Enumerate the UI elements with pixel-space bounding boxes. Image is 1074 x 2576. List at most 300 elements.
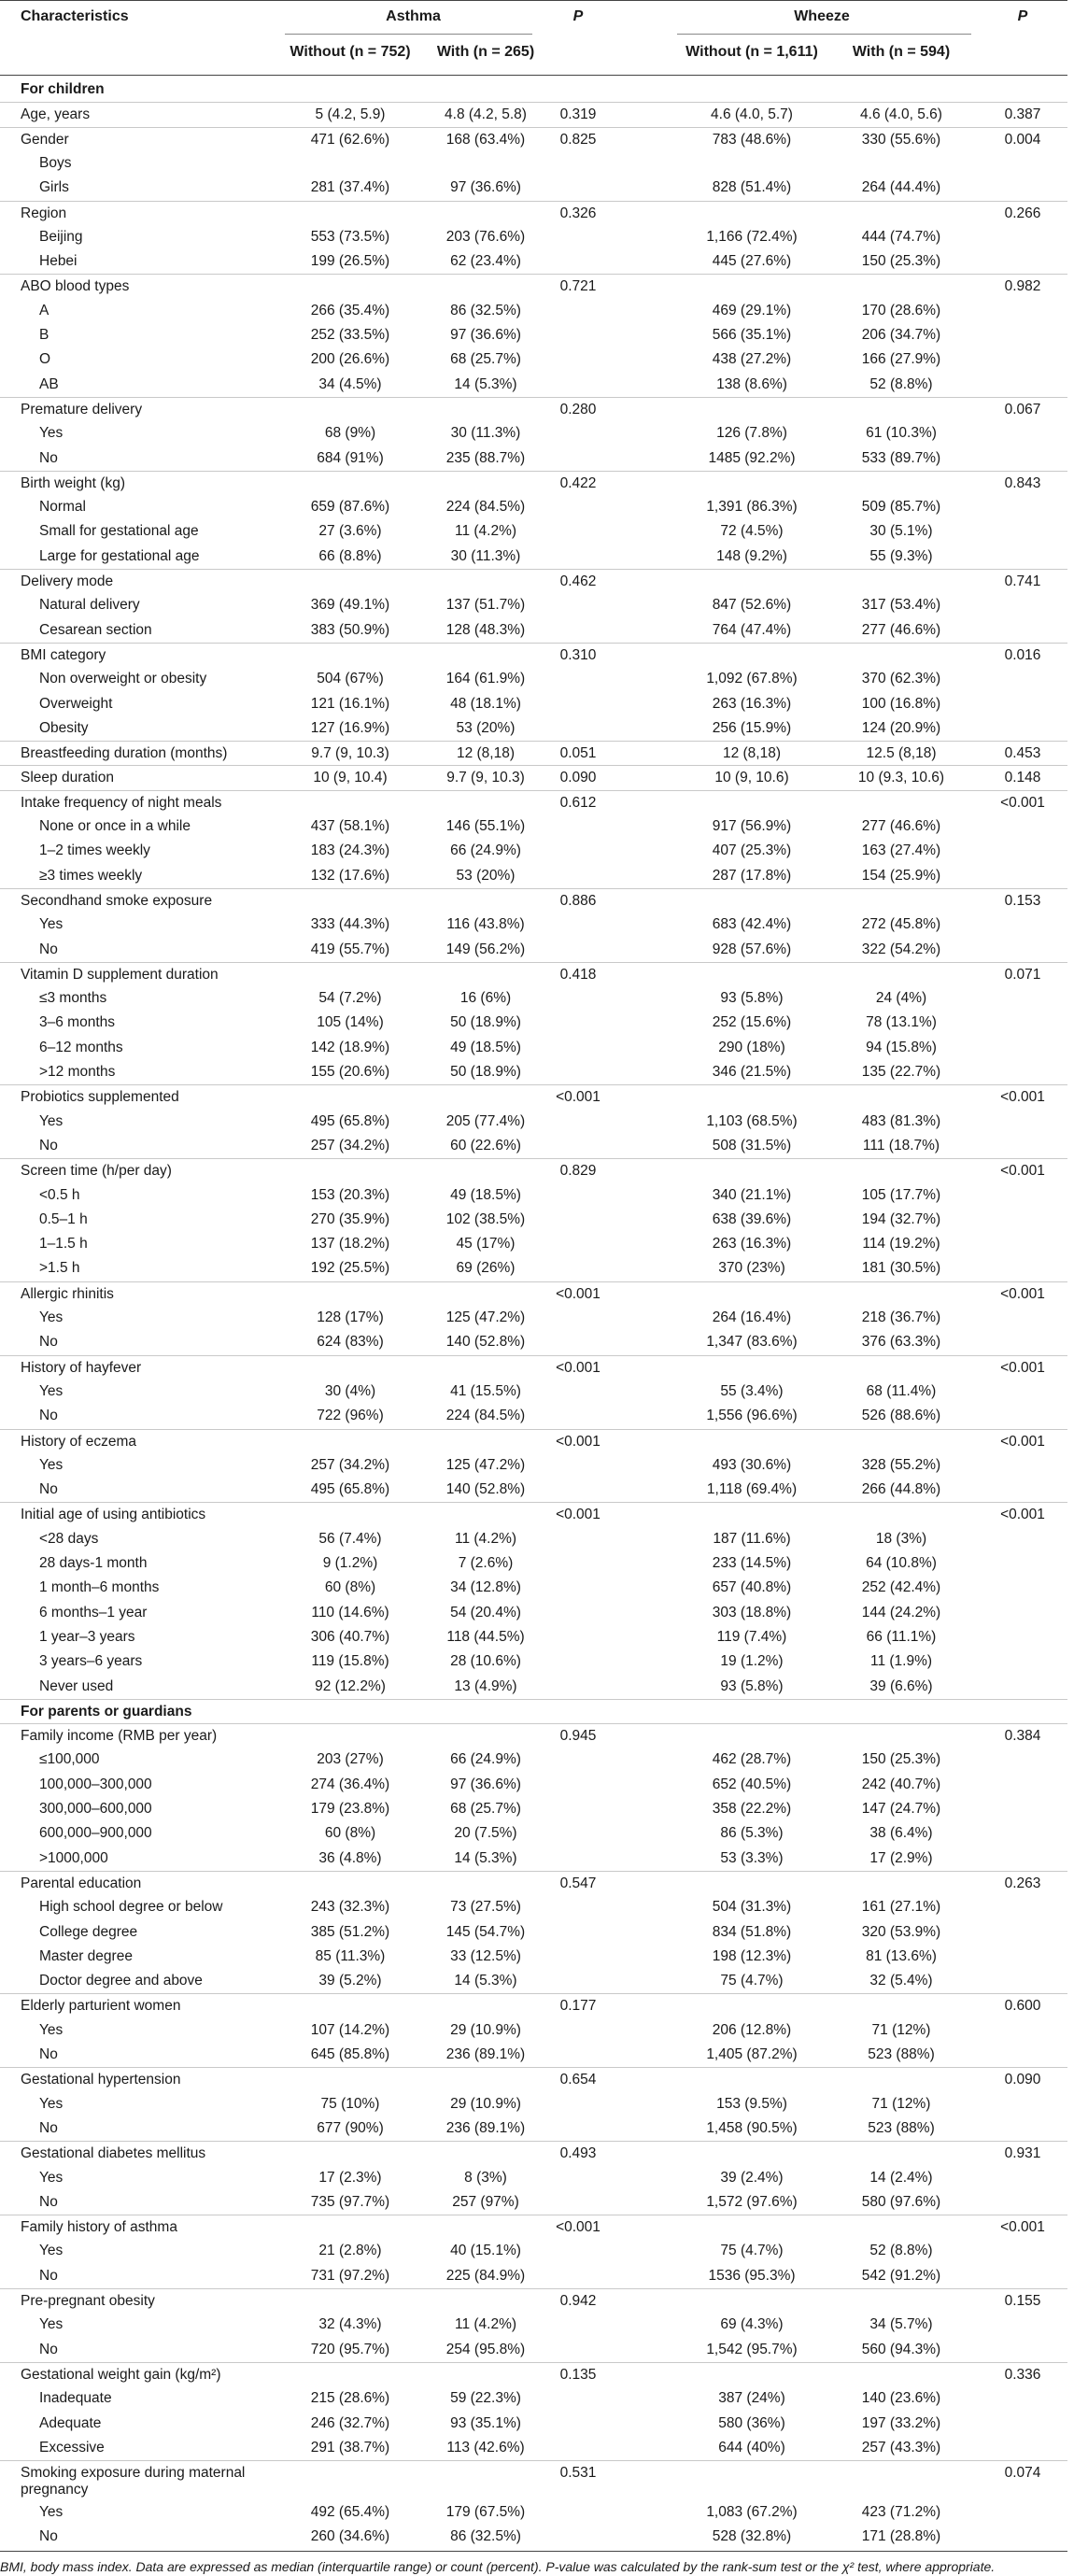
asthma-without-cell: 132 (17.6%) <box>310 867 390 884</box>
table-row <box>0 618 1067 643</box>
wheeze-with-cell: 218 (36.7%) <box>861 1309 941 1325</box>
wheeze-with-cell: 154 (25.9%) <box>861 867 941 884</box>
asthma-with-cell: 40 (15.1%) <box>450 2243 521 2259</box>
wheeze-p-value: 0.148 <box>1004 770 1041 786</box>
table-row <box>0 2500 1067 2525</box>
table-row <box>0 1183 1067 1208</box>
wheeze-with-cell: 322 (54.2%) <box>861 941 941 957</box>
asthma-with-cell: 53 (20%) <box>456 867 516 884</box>
wheeze-without-cell: 187 (11.6%) <box>713 1530 791 1547</box>
wheeze-without-cell: 19 (1.2%) <box>720 1653 784 1670</box>
asthma-without-cell: 9 (1.2%) <box>322 1555 378 1571</box>
wheeze-with-cell: 17 (2.9%) <box>869 1849 933 1866</box>
asthma-with-cell: 97 (36.6%) <box>450 179 521 196</box>
row-label: Secondhand smoke exposure <box>21 892 213 909</box>
asthma-with-cell: 128 (48.3%) <box>445 621 526 638</box>
row-label: 3 years–6 years <box>39 1653 143 1670</box>
table-row <box>0 1625 1067 1649</box>
table-row <box>0 347 1067 372</box>
row-label: ≤3 months <box>39 990 107 1007</box>
asthma-p-value: <0.001 <box>556 1507 601 1523</box>
asthma-with-cell: 12 (8,18) <box>456 745 516 762</box>
asthma-without-cell: 624 (83%) <box>317 1334 384 1351</box>
table-row <box>0 127 1067 151</box>
asthma-with-cell: 34 (12.8%) <box>450 1579 521 1596</box>
row-label-cont: pregnancy <box>21 2482 89 2498</box>
asthma-with-cell: 257 (97%) <box>452 2193 519 2210</box>
section-label: For children <box>21 81 105 97</box>
wheeze-without-cell: 1,391 (86.3%) <box>706 499 798 516</box>
wheeze-without-cell: 847 (52.6%) <box>712 597 792 614</box>
wheeze-with-cell: 330 (55.6%) <box>861 131 941 148</box>
wheeze-without-cell: 198 (12.3%) <box>712 1947 792 1964</box>
wheeze-without-cell: 119 (7.4%) <box>716 1628 787 1645</box>
row-label: Sleep duration <box>21 770 114 786</box>
table-row <box>0 1675 1067 1699</box>
row-label: AB <box>39 375 59 392</box>
asthma-p-value: 0.051 <box>559 745 597 762</box>
wheeze-without-cell: 828 (51.4%) <box>712 179 792 196</box>
row-label: Age, years <box>21 106 91 123</box>
wheeze-with-cell: 320 (53.9%) <box>861 1923 941 1940</box>
row-label: 6–12 months <box>39 1039 123 1055</box>
row-label: Non overweight or obesity <box>39 671 207 687</box>
table-row <box>0 1429 1067 1453</box>
asthma-without-cell: 281 (37.4%) <box>310 179 390 196</box>
table-row <box>0 741 1067 765</box>
asthma-with-cell: 16 (6%) <box>459 990 512 1007</box>
row-label: Elderly parturient women <box>21 1998 181 2015</box>
wheeze-with-cell: 39 (6.6%) <box>869 1677 933 1694</box>
wheeze-without-cell: 504 (31.3%) <box>712 1899 792 1916</box>
asthma-p-value: 0.493 <box>559 2145 597 2162</box>
table-row <box>0 1993 1067 2017</box>
wheeze-with-cell: 580 (97.6%) <box>861 2193 941 2210</box>
table-row <box>0 2338 1067 2362</box>
wheeze-with-cell: 181 (30.5%) <box>861 1260 941 1277</box>
wheeze-p-value: 0.016 <box>1004 646 1041 663</box>
asthma-without-cell: 183 (24.3%) <box>310 842 390 859</box>
wheeze-p-value: 0.384 <box>1004 1728 1041 1745</box>
asthma-p-value: 0.612 <box>559 794 597 811</box>
asthma-without-cell: 9.7 (9, 10.3) <box>311 745 389 762</box>
table-row <box>0 986 1067 1011</box>
wheeze-with-cell: 171 (28.8%) <box>861 2528 941 2544</box>
wheeze-without-cell: 69 (4.3%) <box>720 2316 784 2333</box>
table-row <box>0 692 1067 716</box>
asthma-p-value: 0.829 <box>559 1163 597 1180</box>
wheeze-without-cell: 652 (40.5%) <box>712 1776 792 1792</box>
asthma-with-cell: 29 (10.9%) <box>450 2021 521 2038</box>
table-row <box>0 643 1067 667</box>
asthma-with-cell: 125 (47.2%) <box>445 1309 526 1325</box>
wheeze-without-cell: 1,118 (69.4%) <box>706 1481 798 1498</box>
asthma-without-cell: 36 (4.8%) <box>318 1849 382 1866</box>
asthma-with-cell: 97 (36.6%) <box>450 1776 521 1792</box>
table-row <box>0 2412 1067 2436</box>
row-label: Boys <box>39 154 72 171</box>
row-label: Intake frequency of night meals <box>21 794 222 811</box>
row-label: Excessive <box>39 2439 105 2456</box>
asthma-with-cell: 66 (24.9%) <box>450 1751 521 1768</box>
asthma-with-cell: 30 (11.3%) <box>450 425 521 442</box>
wheeze-p-value: 0.071 <box>1004 966 1041 983</box>
asthma-p-value: 0.531 <box>559 2465 597 2482</box>
wheeze-with-cell: 542 (91.2%) <box>861 2267 941 2284</box>
table-row <box>0 1232 1067 1256</box>
asthma-with-cell: 8 (3%) <box>464 2169 507 2186</box>
asthma-with-cell: 11 (4.2%) <box>454 523 517 540</box>
asthma-without-cell: 731 (97.2%) <box>310 2267 390 2284</box>
asthma-without-cell: 257 (34.2%) <box>310 1456 390 1473</box>
table-row <box>0 1158 1067 1182</box>
row-label: Doctor degree and above <box>39 1973 203 1989</box>
row-label: 28 days-1 month <box>39 1555 148 1571</box>
wheeze-without-cell: 580 (36%) <box>718 2414 785 2431</box>
wheeze-without-cell: 75 (4.7%) <box>720 1973 784 1989</box>
table-row <box>0 1380 1067 1404</box>
top-rule <box>0 0 1067 1</box>
row-label: <0.5 h <box>39 1186 80 1203</box>
table-row <box>0 1404 1067 1428</box>
table-row <box>0 2116 1067 2141</box>
row-label: High school degree or below <box>39 1899 223 1916</box>
wheeze-with-cell: 272 (45.8%) <box>861 916 941 933</box>
table-row <box>0 1969 1067 1993</box>
wheeze-with-cell: 444 (74.7%) <box>861 228 941 245</box>
asthma-with-cell: 137 (51.7%) <box>445 597 526 614</box>
row-label: ABO blood types <box>21 278 130 295</box>
row-label: Gestational weight gain (kg/m²) <box>21 2366 221 2383</box>
wheeze-p-value: <0.001 <box>1000 2219 1045 2236</box>
row-label: Gestational hypertension <box>21 2072 181 2088</box>
wheeze-without-cell: 1,166 (72.4%) <box>706 228 798 245</box>
table-row <box>0 1355 1067 1380</box>
row-label: Premature delivery <box>21 401 143 418</box>
bottom-rule <box>0 2551 1067 2552</box>
asthma-without-cell: 105 (14%) <box>317 1014 384 1031</box>
table-row <box>0 2215 1067 2239</box>
asthma-with-cell: 45 (17%) <box>456 1236 516 1253</box>
row-label: 1–1.5 h <box>39 1236 88 1253</box>
asthma-without-cell: 60 (8%) <box>324 1825 376 1842</box>
asthma-with-cell: 49 (18.5%) <box>450 1039 521 1055</box>
wheeze-with-cell: 206 (34.7%) <box>861 327 941 343</box>
table-row <box>0 1821 1067 1846</box>
row-label: <28 days <box>39 1530 99 1547</box>
asthma-without-cell: 199 (26.5%) <box>310 253 390 270</box>
wheeze-with-cell: 523 (88%) <box>868 2046 935 2062</box>
asthma-with-cell: 113 (42.6%) <box>446 2439 525 2456</box>
table-row <box>0 716 1067 741</box>
wheeze-with-cell: 52 (8.8%) <box>869 375 933 392</box>
section-label: For parents or guardians <box>21 1703 192 1720</box>
table-row <box>0 495 1067 519</box>
row-label: Gestational diabetes mellitus <box>21 2145 206 2162</box>
table-row <box>0 151 1067 176</box>
wheeze-with-cell: 140 (23.6%) <box>861 2390 941 2407</box>
asthma-p-value: 0.422 <box>559 474 597 491</box>
table-row <box>0 1060 1067 1084</box>
row-label: 1–2 times weekly <box>39 842 150 859</box>
table-row <box>0 446 1067 471</box>
row-label: Beijing <box>39 228 83 245</box>
table-row <box>0 1527 1067 1551</box>
row-label: History of hayfever <box>21 1359 142 1376</box>
wheeze-with-cell: 166 (27.9%) <box>861 351 941 368</box>
asthma-with-cell: 14 (5.3%) <box>454 375 517 392</box>
wheeze-with-cell: 266 (44.8%) <box>861 1481 941 1498</box>
asthma-with-cell: 86 (32.5%) <box>450 2528 521 2544</box>
asthma-without-cell: 153 (20.3%) <box>310 1186 390 1203</box>
table-row <box>0 397 1067 421</box>
wheeze-without-cell: 303 (18.8%) <box>712 1604 792 1621</box>
wheeze-p-value: 0.067 <box>1004 401 1041 418</box>
table-row <box>0 545 1067 569</box>
asthma-without-cell: 5 (4.2, 5.9) <box>315 106 386 123</box>
table-row <box>0 1134 1067 1158</box>
asthma-without-cell: 85 (11.3%) <box>315 1947 386 1964</box>
table-row <box>0 1576 1067 1600</box>
table-row <box>0 2313 1067 2337</box>
table-row <box>0 569 1067 593</box>
header-wheeze: Wheeze <box>794 8 850 24</box>
asthma-with-cell: 86 (32.5%) <box>450 302 521 318</box>
row-label: B <box>39 327 49 343</box>
wheeze-without-cell: 264 (16.4%) <box>712 1309 792 1325</box>
wheeze-without-cell: 93 (5.8%) <box>720 1677 784 1694</box>
row-label: Large for gestational age <box>39 547 200 564</box>
table-row <box>0 1453 1067 1478</box>
asthma-with-cell: 73 (27.5%) <box>450 1899 521 1916</box>
asthma-without-cell: 437 (58.1%) <box>310 818 390 834</box>
wheeze-without-cell: 493 (30.6%) <box>712 1456 792 1473</box>
row-label: Master degree <box>39 1947 133 1964</box>
asthma-p-value: 0.280 <box>559 401 597 418</box>
row-label: >12 months <box>39 1064 116 1080</box>
row-label: Yes <box>39 1309 64 1325</box>
row-label: Cesarean section <box>39 621 152 638</box>
wheeze-p-value: 0.600 <box>1004 1998 1041 2015</box>
wheeze-without-cell: 233 (14.5%) <box>712 1555 792 1571</box>
row-label: No <box>39 2267 58 2284</box>
wheeze-without-cell: 252 (15.6%) <box>712 1014 792 1031</box>
asthma-with-cell: 11 (4.2%) <box>454 2316 517 2333</box>
wheeze-with-cell: 161 (27.1%) <box>861 1899 941 1916</box>
wheeze-with-cell: 523 (88%) <box>868 2119 935 2136</box>
asthma-p-value: <0.001 <box>556 1359 601 1376</box>
wheeze-without-cell: 4.6 (4.0, 5.7) <box>711 106 793 123</box>
asthma-without-cell: 369 (49.1%) <box>310 597 390 614</box>
asthma-with-cell: 168 (63.4%) <box>445 131 526 148</box>
wheeze-with-cell: 197 (33.2%) <box>861 2414 941 2431</box>
wheeze-without-cell: 1485 (92.2%) <box>708 449 796 466</box>
wheeze-without-cell: 508 (31.5%) <box>712 1137 792 1154</box>
asthma-with-cell: 49 (18.5%) <box>450 1186 521 1203</box>
asthma-with-cell: 11 (4.2%) <box>454 1530 517 1547</box>
wheeze-without-cell: 469 (29.1%) <box>712 302 792 318</box>
row-label: A <box>39 302 49 318</box>
asthma-without-cell: 495 (65.8%) <box>310 1481 390 1498</box>
row-label: 6 months–1 year <box>39 1604 148 1621</box>
wheeze-without-cell: 53 (3.3%) <box>720 1849 784 1866</box>
asthma-with-cell: 50 (18.9%) <box>450 1014 521 1031</box>
asthma-without-cell: 56 (7.4%) <box>318 1530 382 1547</box>
asthma-p-value: 0.945 <box>559 1728 597 1745</box>
wheeze-without-cell: 644 (40%) <box>718 2439 785 2456</box>
asthma-with-cell: 53 (20%) <box>456 719 516 736</box>
asthma-without-cell: 110 (14.6%) <box>311 1604 389 1621</box>
wheeze-p-value: 0.387 <box>1004 106 1041 123</box>
wheeze-with-cell: 111 (18.7%) <box>862 1137 940 1154</box>
row-label: Parental education <box>21 1875 142 1891</box>
asthma-without-cell: 684 (91%) <box>317 449 384 466</box>
wheeze-p-value: <0.001 <box>1000 1163 1045 1180</box>
table-row <box>0 1748 1067 1772</box>
asthma-with-cell: 254 (95.8%) <box>445 2341 526 2357</box>
table-row <box>0 102 1067 126</box>
wheeze-with-cell: 277 (46.6%) <box>861 818 941 834</box>
wheeze-with-cell: 533 (89.7%) <box>861 449 941 466</box>
wheeze-p-value: 0.004 <box>1004 131 1041 148</box>
row-label: Adequate <box>39 2414 102 2431</box>
table-row <box>0 593 1067 617</box>
wheeze-without-cell: 638 (39.6%) <box>712 1210 792 1227</box>
table-row <box>0 323 1067 347</box>
row-label: No <box>39 2119 58 2136</box>
table-row <box>0 1773 1067 1797</box>
wheeze-with-cell: 526 (88.6%) <box>861 1408 941 1424</box>
asthma-with-cell: 164 (61.9%) <box>445 671 526 687</box>
asthma-without-cell: 385 (51.2%) <box>310 1923 390 1940</box>
wheeze-with-cell: 78 (13.1%) <box>866 1014 937 1031</box>
wheeze-with-cell: 376 (63.3%) <box>861 1334 941 1351</box>
asthma-p-value: 0.825 <box>559 131 597 148</box>
asthma-p-value: 0.721 <box>559 278 597 295</box>
asthma-with-cell: 28 (10.6%) <box>450 1653 521 1670</box>
wheeze-without-cell: 1,542 (95.7%) <box>706 2341 798 2357</box>
wheeze-with-cell: 105 (17.7%) <box>861 1186 941 1203</box>
wheeze-without-cell: 75 (4.7%) <box>720 2243 784 2259</box>
wheeze-with-cell: 509 (85.7%) <box>861 499 941 516</box>
wheeze-without-cell: 387 (24%) <box>718 2390 785 2407</box>
table-row <box>0 2166 1067 2190</box>
row-label: 100,000–300,000 <box>39 1776 152 1792</box>
wheeze-without-cell: 263 (16.3%) <box>712 695 792 712</box>
row-label: 600,000–900,000 <box>39 1825 152 1842</box>
table-row <box>0 2362 1067 2386</box>
wheeze-without-cell: 928 (57.6%) <box>712 941 792 957</box>
wheeze-with-cell: 34 (5.7%) <box>869 2316 933 2333</box>
wheeze-rule <box>677 34 971 35</box>
wheeze-with-cell: 242 (40.7%) <box>861 1776 941 1792</box>
table-row <box>0 962 1067 986</box>
asthma-without-cell: 17 (2.3%) <box>318 2169 382 2186</box>
wheeze-without-cell: 1,572 (97.6%) <box>706 2193 798 2210</box>
wheeze-without-cell: 1,556 (96.6%) <box>706 1408 798 1424</box>
wheeze-without-cell: 1,405 (87.2%) <box>706 2046 798 2062</box>
table-row <box>0 2190 1067 2215</box>
asthma-without-cell: 257 (34.2%) <box>310 1137 390 1154</box>
wheeze-with-cell: 135 (22.7%) <box>861 1064 941 1080</box>
wheeze-without-cell: 86 (5.3%) <box>720 1825 784 1842</box>
row-label: Small for gestational age <box>39 523 199 540</box>
wheeze-p-value: 0.153 <box>1004 892 1041 909</box>
asthma-without-cell: 128 (17%) <box>317 1309 384 1325</box>
row-label: Yes <box>39 2316 64 2333</box>
header-asthma-without: Without (n = 752) <box>290 44 411 60</box>
wheeze-with-cell: 370 (62.3%) <box>861 671 941 687</box>
row-label: Yes <box>39 2095 64 2112</box>
row-label: >1.5 h <box>39 1260 80 1277</box>
row-label: >1000,000 <box>39 1849 108 1866</box>
asthma-without-cell: 119 (15.8%) <box>311 1653 389 1670</box>
row-label: ≥3 times weekly <box>39 867 143 884</box>
row-label: 1 year–3 years <box>39 1628 135 1645</box>
row-label: Delivery mode <box>21 573 114 589</box>
table-row <box>0 864 1067 888</box>
asthma-without-cell: 266 (35.4%) <box>310 302 390 318</box>
wheeze-with-cell: 12.5 (8,18) <box>866 745 937 762</box>
wheeze-without-cell: 1,083 (67.2%) <box>706 2503 798 2520</box>
asthma-without-cell: 504 (67%) <box>317 671 384 687</box>
header-p-asthma: P <box>572 8 584 24</box>
asthma-without-cell: 246 (32.7%) <box>310 2414 390 2431</box>
asthma-without-cell: 107 (14.2%) <box>310 2021 390 2038</box>
wheeze-without-cell: 528 (32.8%) <box>712 2528 792 2544</box>
row-label: Family income (RMB per year) <box>21 1728 218 1745</box>
asthma-p-value: 0.886 <box>559 892 597 909</box>
table-row <box>0 1036 1067 1060</box>
table-row <box>0 1723 1067 1748</box>
wheeze-without-cell: 287 (17.8%) <box>712 867 792 884</box>
asthma-with-cell: 116 (43.8%) <box>446 916 525 933</box>
asthma-with-cell: 125 (47.2%) <box>445 1456 526 1473</box>
row-label: Region <box>21 205 67 221</box>
row-label: Yes <box>39 916 64 933</box>
asthma-without-cell: 54 (7.2%) <box>318 990 382 1007</box>
asthma-without-cell: 306 (40.7%) <box>310 1628 390 1645</box>
wheeze-without-cell: 138 (8.6%) <box>716 375 787 392</box>
row-label: Never used <box>39 1677 114 1694</box>
table-row <box>0 471 1067 495</box>
section-row <box>0 78 1067 102</box>
wheeze-without-cell: 917 (56.9%) <box>712 818 792 834</box>
wheeze-p-value: 0.266 <box>1004 205 1041 221</box>
table-row <box>0 913 1067 937</box>
row-label: No <box>39 941 58 957</box>
asthma-without-cell: 383 (50.9%) <box>310 621 390 638</box>
table-row <box>0 1551 1067 1576</box>
wheeze-p-value: 0.843 <box>1004 474 1041 491</box>
asthma-without-cell: 274 (36.4%) <box>310 1776 390 1792</box>
wheeze-p-value: <0.001 <box>1000 1089 1045 1106</box>
wheeze-p-value: <0.001 <box>1000 794 1045 811</box>
header-wheeze-with: With (n = 594) <box>852 44 951 60</box>
wheeze-with-cell: 423 (71.2%) <box>861 2503 941 2520</box>
row-label: Yes <box>39 2503 64 2520</box>
wheeze-with-cell: 11 (1.9%) <box>869 1653 933 1670</box>
wheeze-with-cell: 317 (53.4%) <box>861 597 941 614</box>
asthma-without-cell: 735 (97.7%) <box>310 2193 390 2210</box>
row-label: Yes <box>39 2021 64 2038</box>
wheeze-without-cell: 93 (5.8%) <box>720 990 784 1007</box>
row-label: Overweight <box>39 695 113 712</box>
wheeze-without-cell: 370 (23%) <box>718 1260 785 1277</box>
asthma-without-cell: 677 (90%) <box>317 2119 384 2136</box>
wheeze-without-cell: 358 (22.2%) <box>712 1801 792 1817</box>
asthma-with-cell: 41 (15.5%) <box>450 1382 521 1399</box>
